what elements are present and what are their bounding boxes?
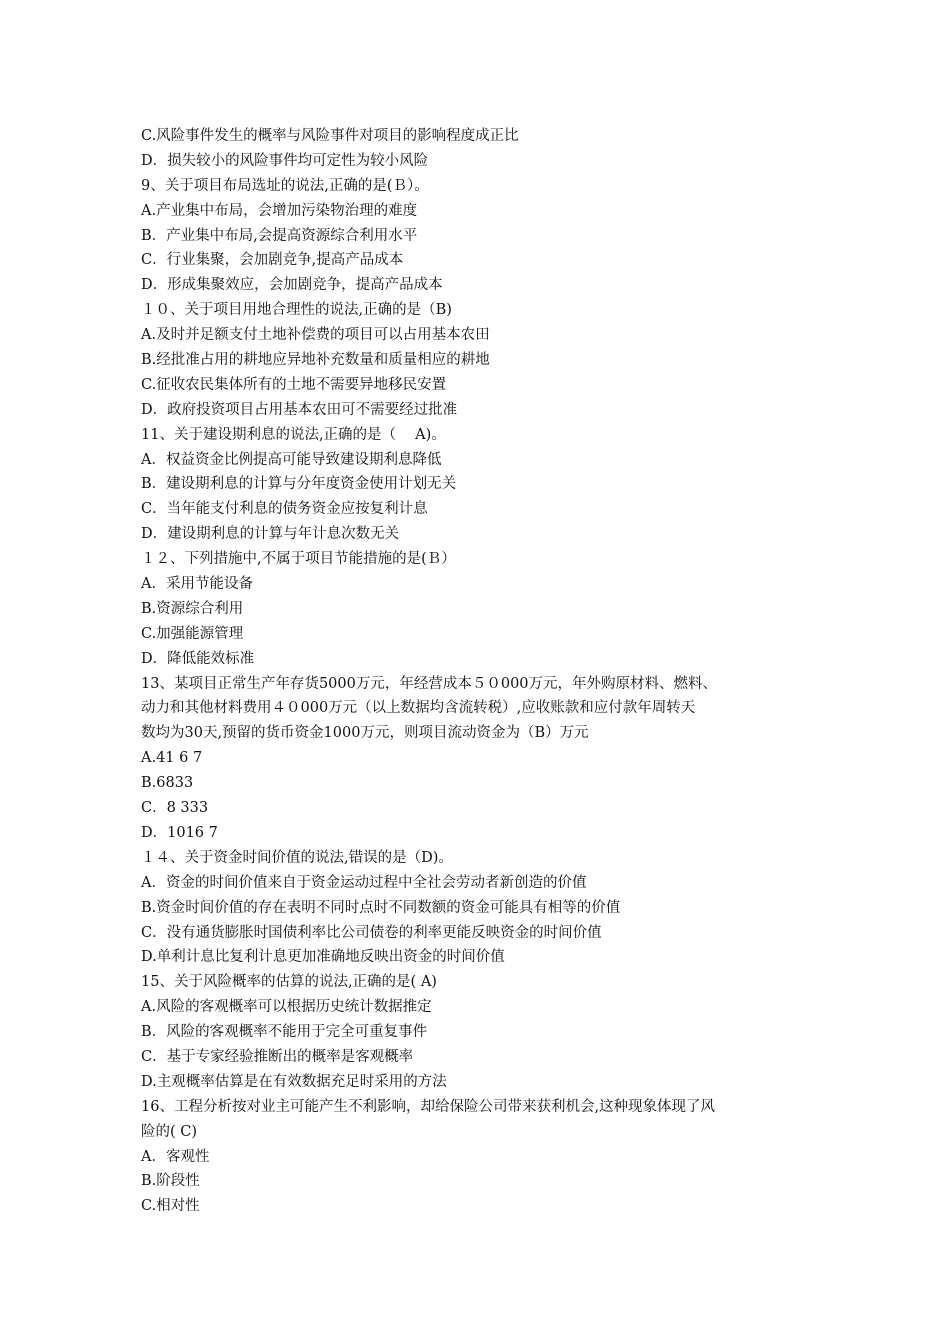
- question-15: 15、关于风险概率的估算的说法,正确的是( A): [141, 974, 437, 991]
- question-12-option-d: D．降低能效标准: [141, 650, 255, 667]
- question-12-option-c: C.加强能源管理: [141, 625, 244, 642]
- question-16-line-1: 16、工程分析按对业主可能产生不利影响，却给保险公司带来获利机会,这种现象体现了风: [141, 1098, 716, 1115]
- question-16-line-2: 险的( C): [141, 1123, 198, 1140]
- question-12-option-a: A．采用节能设备: [141, 576, 253, 593]
- question-14-option-d: D.单利计息比复利计息更加准确地反映出资金的时间价值: [141, 949, 505, 966]
- question-13-option-d: D．1016 7: [141, 824, 218, 841]
- question-13-line-3: 数均为30天,预留的货币资金1000万元，则项目流动资金为（B）万元: [141, 725, 589, 742]
- question-12: １２、下列措施中,不属于项目节能措施的是(Ｂ）: [141, 551, 456, 568]
- question-16-option-b: B.阶段性: [141, 1173, 200, 1190]
- question-10-option-c: C.征收农民集体所有的土地不需要异地移民安置: [141, 376, 447, 393]
- document-body: [141, 124, 831, 1219]
- question-9-option-c: C．行业集聚，会加剧竞争,提高产品成本: [141, 252, 404, 269]
- question-13-option-b: B.6833: [141, 775, 194, 792]
- question-9-option-a: A.产业集中布局，会增加污染物治理的难度: [141, 202, 418, 219]
- question-9-option-d: D．形成集聚效应，会加剧竞争，提高产品成本: [141, 277, 443, 294]
- question-15-option-d: D.主观概率估算是在有效数据充足时采用的方法: [141, 1073, 447, 1090]
- option-c-line: C.风险事件发生的概率与风险事件对项目的影响程度成正比: [141, 128, 519, 144]
- question-13-option-c: C．8 333: [141, 800, 209, 817]
- question-14-option-b: B.资金时间价值的存在表明不同时点时不同数额的资金可能具有相等的价值: [141, 899, 621, 916]
- question-11-option-d: D．建设期利息的计算与年计息次数无关: [141, 526, 400, 543]
- question-14-option-c: C．没有通货膨胀时国债利率比公司债卷的利率更能反映资金的时间价值: [141, 924, 602, 941]
- question-12-option-b: B.资源综合利用: [141, 600, 244, 617]
- question-9: 9、关于项目布局选址的说法,正确的是(Ｂ）。: [141, 177, 429, 194]
- question-15-option-c: C．基于专家经验推断出的概率是客观概率: [141, 1048, 414, 1065]
- question-10-option-a: A.及时并足额支付土地补偿费的项目可以占用基本农田: [141, 327, 490, 344]
- question-9-option-b: B．产业集中布局,会提高资源综合利用水平: [141, 227, 418, 244]
- question-11: 11、关于建设期利息的说法,正确的是（ A)。: [141, 426, 446, 443]
- question-13-line-2: 动力和其他材料费用４０000万元（以上数据均含流转税）,应收账款和应付款年周转天: [141, 700, 696, 717]
- option-d-line: D．损失较小的风险事件均可定性为较小风险: [141, 152, 429, 169]
- question-10-option-d: D．政府投资项目占用基本农田可不需要经过批准: [141, 401, 458, 418]
- question-16-option-c: C.相对性: [141, 1198, 200, 1215]
- question-14-option-a: A．资金的时间价值来自于资金运动过程中全社会劳动者新创造的价值: [141, 874, 587, 891]
- question-10: １０、关于项目用地合理性的说法,正确的是（B): [141, 302, 452, 319]
- question-15-option-a: A.风险的客观概率可以根据历史统计数据推定: [141, 999, 432, 1016]
- question-16-option-a: A．客观性: [141, 1148, 210, 1165]
- question-13-option-a: A.41 6 7: [141, 750, 203, 767]
- question-10-option-b: B.经批准占用的耕地应异地补充数量和质量相应的耕地: [141, 352, 490, 369]
- question-14: １４、关于资金时间价值的说法,错误的是（D)。: [141, 849, 453, 866]
- question-11-option-a: A．权益资金比例提高可能导致建设期利息降低: [141, 451, 442, 468]
- question-13-line-1: 13、某项目正常生产年存货5000万元，年经营成本５０000万元，年外购原材料、燃料、: [141, 675, 718, 692]
- question-11-option-c: C．当年能支付利息的债务资金应按复利计息: [141, 501, 428, 518]
- question-15-option-b: B．风险的客观概率不能用于完全可重复事件: [141, 1024, 428, 1041]
- question-11-option-b: B．建设期利息的计算与分年度资金使用计划无关: [141, 476, 457, 493]
